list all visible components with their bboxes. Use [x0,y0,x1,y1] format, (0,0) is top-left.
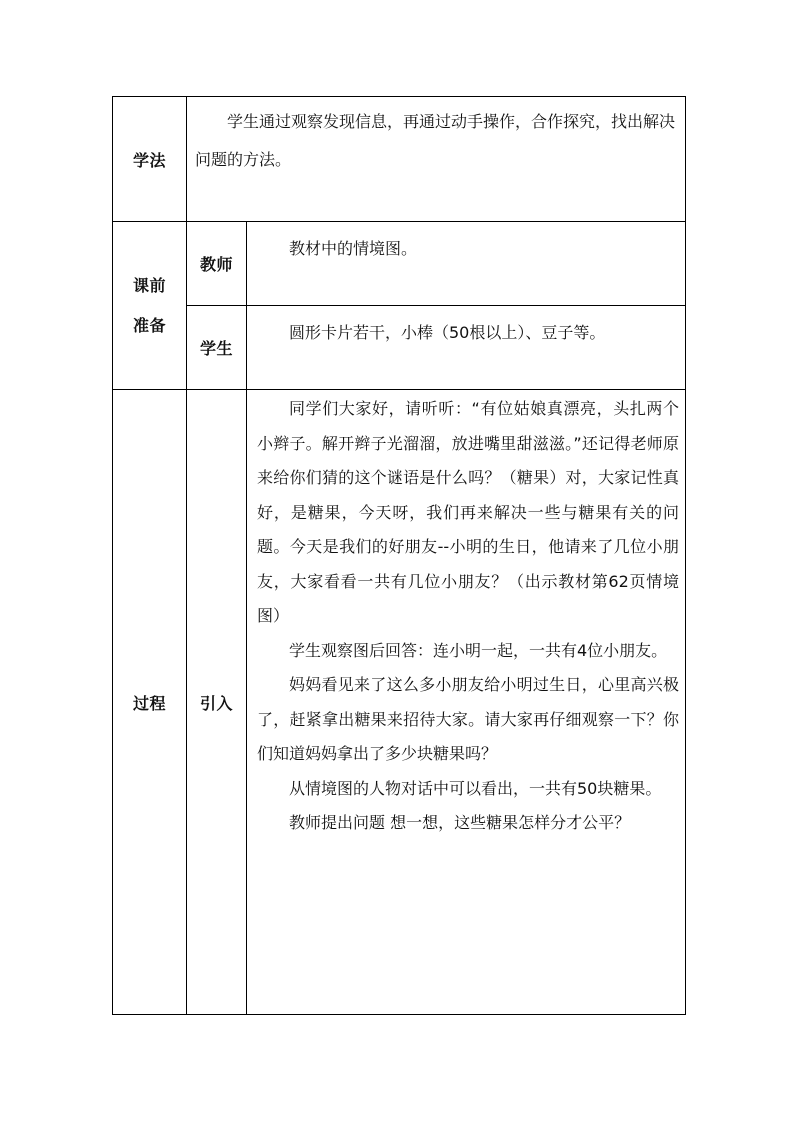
prep-teacher-row [113,222,686,306]
process-intro-label: 引入 [187,390,247,1015]
process-paragraph: 妈妈看见来了这么多小朋友给小明过生日，心里高兴极了，赶紧拿出糖果来招待大家。请大家再仔细观察一下？你们知道妈妈拿出了多少块糖果吗？ [257,675,680,763]
method-text-cell [187,97,686,222]
process-paragraph: 从情境图的人物对话中可以看出，一共有50块糖果。 [289,778,662,798]
process-label: 过程 [113,390,187,1015]
process-paragraph: 教师提出问题 想一想，这些糖果怎样分才公平？ [289,813,631,832]
method-label: 学法 [113,97,187,222]
prep-teacher-cell [247,222,686,306]
prep-label [113,222,187,390]
process-text-cell [247,390,686,1015]
prep-student-label: 学生 [187,306,247,390]
prep-student-row [113,306,686,390]
process-paragraph: 同学们大家好，请听听：“有位姑娘真漂亮，头扎两个小辫子。解开辫子光溜溜，放进嘴里甜滋滋。”还记得老师原来给你们猜的这个谜语是什么吗？（糖果）对，大家记性真好，是糖果，今天呀，我们再来解决一些与糖果有关的问题。今天是我们的好朋友--小明的生日，他请来了几位小朋友，大家看看一共有几位小朋友？（出示教材第62页情境图） [257,399,680,625]
process-paragraph: 学生观察图后回答：连小明一起，一共有4位小朋友。 [289,640,668,660]
prep-student-cell [247,306,686,390]
method-row [113,97,686,222]
prep-label-text: 课前准备 [132,275,166,335]
prep-teacher-label: 教师 [187,222,247,306]
process-row [113,390,686,1015]
prep-student-text: 圆形卡片若干，小棒（50根以上）、豆子等。 [289,323,606,342]
prep-teacher-text: 教材中的情境图。 [289,239,418,258]
lesson-plan-table [112,96,686,1015]
method-text: 学生通过观察发现信息，再通过动手操作，合作探究，找出解决问题的方法。 [195,112,676,169]
